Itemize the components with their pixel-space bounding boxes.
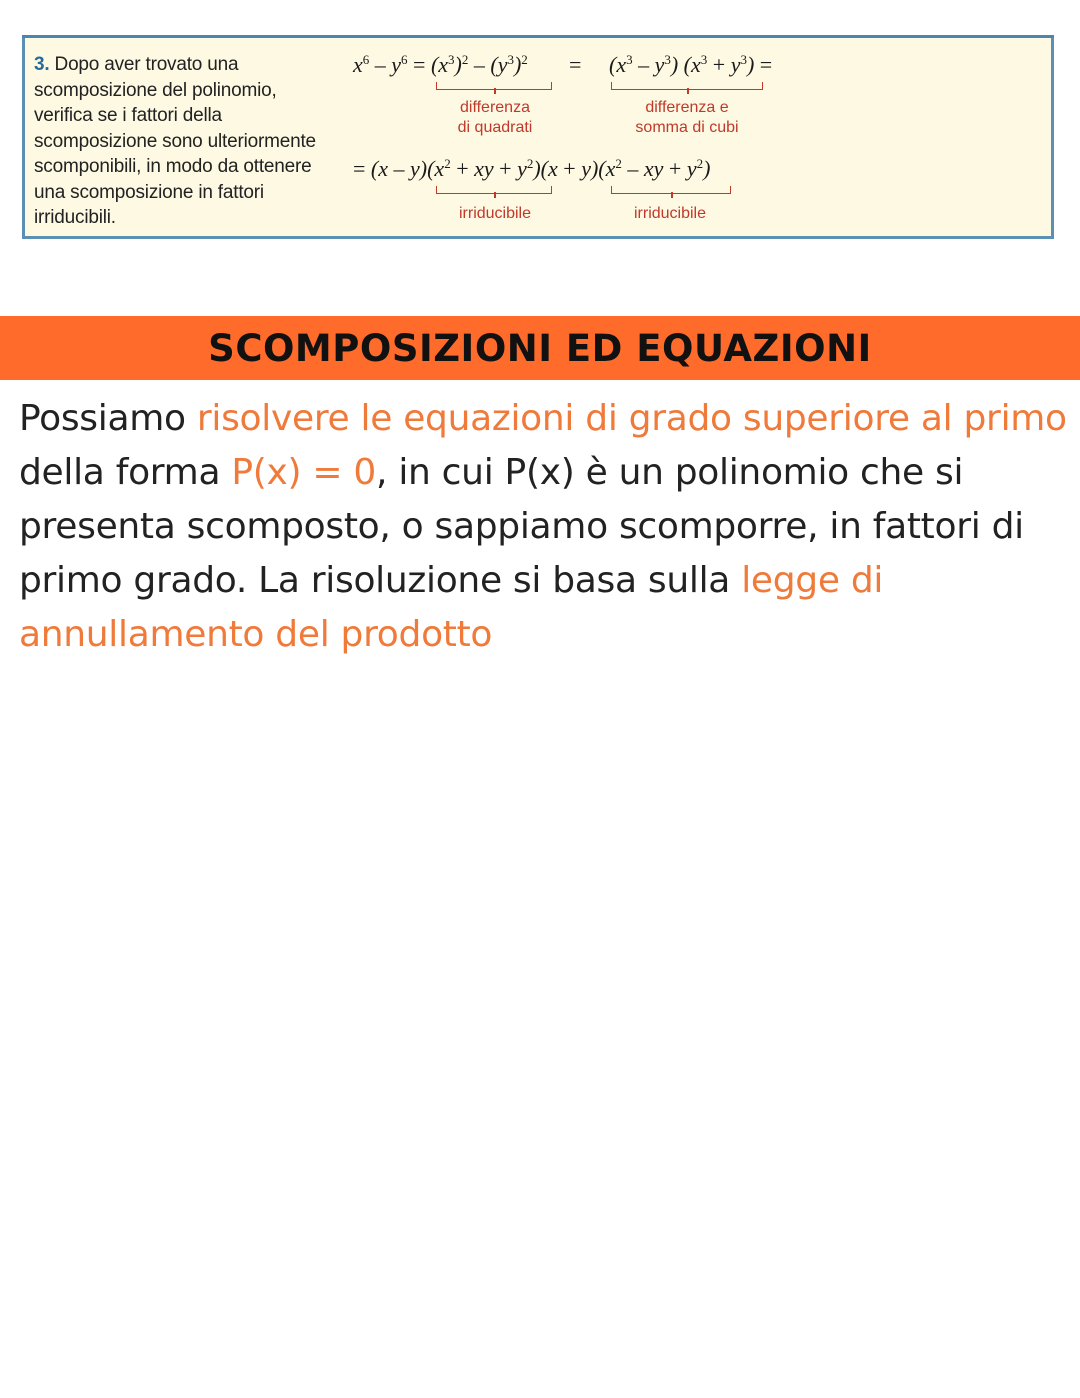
note-irreducible-a: irriducibile bbox=[458, 205, 532, 222]
rule-box-top-border bbox=[22, 35, 1054, 38]
para-highlight-3: legge di annullamento del prodotto bbox=[19, 560, 884, 655]
para-text-1: Possiamo bbox=[19, 398, 197, 439]
formula-diff-squares: $x^6 - y^6 = (x^3)^2 - (y^3)^2$ bbox=[353, 52, 528, 77]
para-highlight-2: P(x) = 0 bbox=[231, 452, 377, 493]
rule-box bbox=[22, 35, 1054, 239]
rule-line-5: scomponibili, in modo da ottenere bbox=[34, 156, 312, 177]
formula-cubes: $(x^3 - y^3) (x^3 + y^3)$ = bbox=[609, 52, 773, 77]
rule-number: 3. bbox=[34, 54, 50, 75]
rule-line-3: verifica se i fattori della bbox=[34, 105, 222, 126]
brace-irreducible-a bbox=[436, 186, 552, 194]
note-diff-squares: differenza di quadrati bbox=[457, 99, 533, 136]
para-text-3: , in cui P(x) è un polinomio che si presenta scomposto, o sappiamo scomporre, in fattori di primo grado. La risoluzione si basa sulla bbox=[19, 452, 1024, 601]
rule-line-6: una scomposizione in fattori bbox=[34, 181, 264, 203]
rule-text bbox=[34, 52, 354, 231]
rule-line-7: irriducibili. bbox=[34, 207, 116, 228]
note-sum-diff-cubes: differenza e somma di cubi bbox=[635, 99, 739, 136]
section-banner bbox=[0, 316, 1080, 380]
rule-line-2: scomposizione del polinomio, bbox=[34, 79, 277, 101]
para-highlight-1: risolvere le equazioni di grado superiore al primo bbox=[196, 398, 1067, 439]
note-irreducible-b: irriducibile bbox=[633, 205, 707, 222]
formula-irreducible-factors: = $(x - y)(x^2$ + xy + $y^2)(x + y)(x^2$ – xy + $y^2$) bbox=[353, 156, 711, 181]
explanation-paragraph bbox=[19, 392, 1069, 662]
section-title: SCOMPOSIZIONI ED EQUAZIONI bbox=[208, 326, 872, 370]
rule-line-4: scomposizione sono ulteriormente bbox=[34, 130, 316, 152]
formula-equals: = bbox=[569, 52, 582, 77]
brace-cubes bbox=[611, 82, 763, 90]
brace-irreducible-b bbox=[611, 186, 731, 194]
para-text-2: della forma bbox=[19, 452, 232, 493]
rule-line-1: Dopo aver trovato una bbox=[54, 54, 239, 75]
brace-diff-squares bbox=[436, 82, 552, 90]
